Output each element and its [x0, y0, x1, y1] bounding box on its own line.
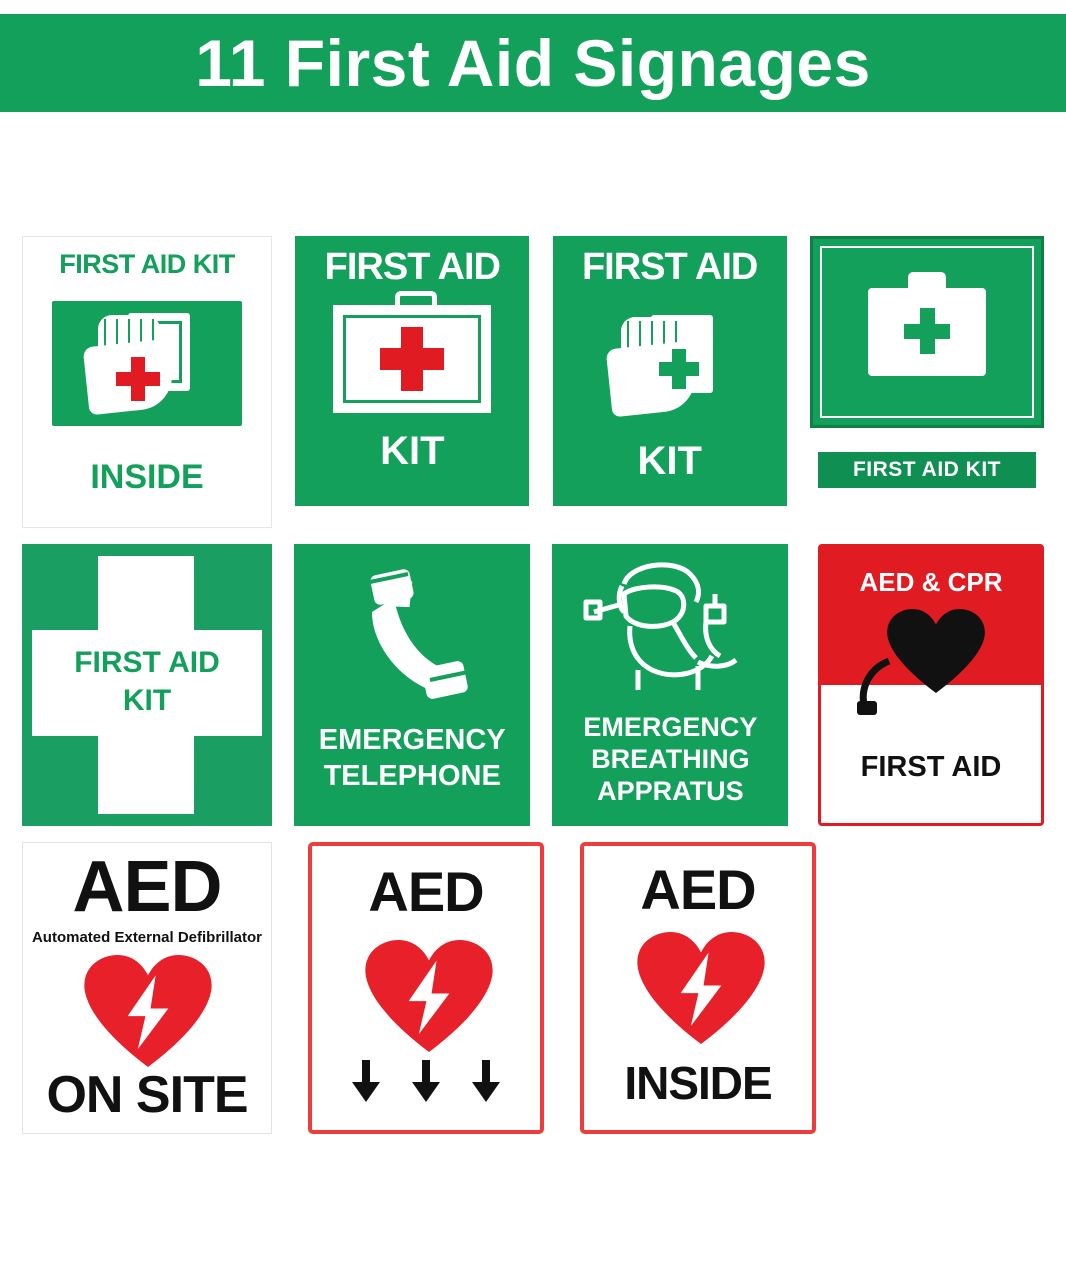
sign7-line1: EMERGENCY — [583, 712, 758, 742]
sign10-title: AED — [368, 860, 484, 923]
telephone-handset-icon — [346, 568, 482, 708]
sign5-line1: FIRST AID — [74, 646, 220, 679]
sign9-subtitle: Automated External Defibrillator — [31, 929, 263, 946]
sign1-bottom-label: INSIDE — [90, 457, 204, 496]
sign-aed-on-site[interactable] — [22, 842, 272, 1142]
sign5-line2: KIT — [122, 684, 172, 717]
down-arrow-icon — [351, 1060, 381, 1104]
sign6-line2: TELEPHONE — [323, 760, 501, 792]
down-arrow-icon — [411, 1060, 441, 1104]
sign-aed-inside[interactable] — [580, 842, 816, 1142]
signage-row — [22, 236, 1044, 536]
sign3-top-label: FIRST AID — [581, 246, 758, 288]
sign9-bottom-label: ON SITE — [46, 1066, 248, 1124]
down-arrow-icon — [471, 1060, 501, 1104]
signage-row — [22, 544, 1044, 834]
first-aid-kit-green-cross-icon — [810, 236, 1044, 428]
sign1-top-label: FIRST AID KIT — [59, 249, 235, 279]
signage-row — [22, 842, 1044, 1142]
sign4-banner-label: FIRST AID KIT — [818, 452, 1036, 488]
hand-holding-first-aid-kit-icon — [575, 303, 765, 425]
sign-first-aid-kit-cross[interactable] — [22, 544, 272, 834]
sign-emergency-breathing-appratus[interactable] — [552, 544, 788, 834]
sign-aed-arrows[interactable] — [308, 842, 544, 1142]
red-heart-bolt-icon — [81, 955, 215, 1067]
sign-first-aid-kit-inside[interactable] — [22, 236, 272, 536]
sign11-title: AED — [640, 858, 756, 921]
red-heart-bolt-icon — [636, 932, 766, 1044]
page-title: 11 First Aid Signages — [195, 26, 871, 100]
sign11-bottom-label: INSIDE — [624, 1057, 772, 1109]
sign-emergency-telephone[interactable] — [294, 544, 530, 834]
sign7-line3: APPRATUS — [597, 776, 744, 806]
breathing-apparatus-icon — [578, 550, 764, 710]
sign3-bottom-label: KIT — [637, 438, 702, 483]
first-aid-case-red-cross-icon — [333, 305, 491, 413]
sign6-line1: EMERGENCY — [318, 724, 506, 756]
sign9-title: AED — [72, 847, 222, 927]
sign-first-aid-kit-case[interactable] — [295, 236, 529, 536]
black-heart-with-paddle-icon — [887, 609, 985, 695]
poster-header — [0, 14, 1066, 112]
sign8-bottom-label: FIRST AID — [860, 751, 1002, 783]
sign7-line2: BREATHING — [591, 744, 750, 774]
sign-first-aid-kit-banner[interactable] — [810, 236, 1044, 536]
signage-grid — [22, 236, 1044, 1142]
sign-first-aid-kit-hand[interactable] — [553, 236, 787, 536]
sign2-bottom-label: KIT — [380, 428, 445, 473]
sign2-top-label: FIRST AID — [324, 246, 500, 288]
sign8-top-label: AED & CPR — [859, 567, 1003, 597]
red-heart-bolt-icon — [364, 940, 494, 1052]
hand-holding-first-aid-kit-icon — [52, 301, 242, 426]
sign-aed-and-cpr[interactable] — [818, 544, 1044, 834]
